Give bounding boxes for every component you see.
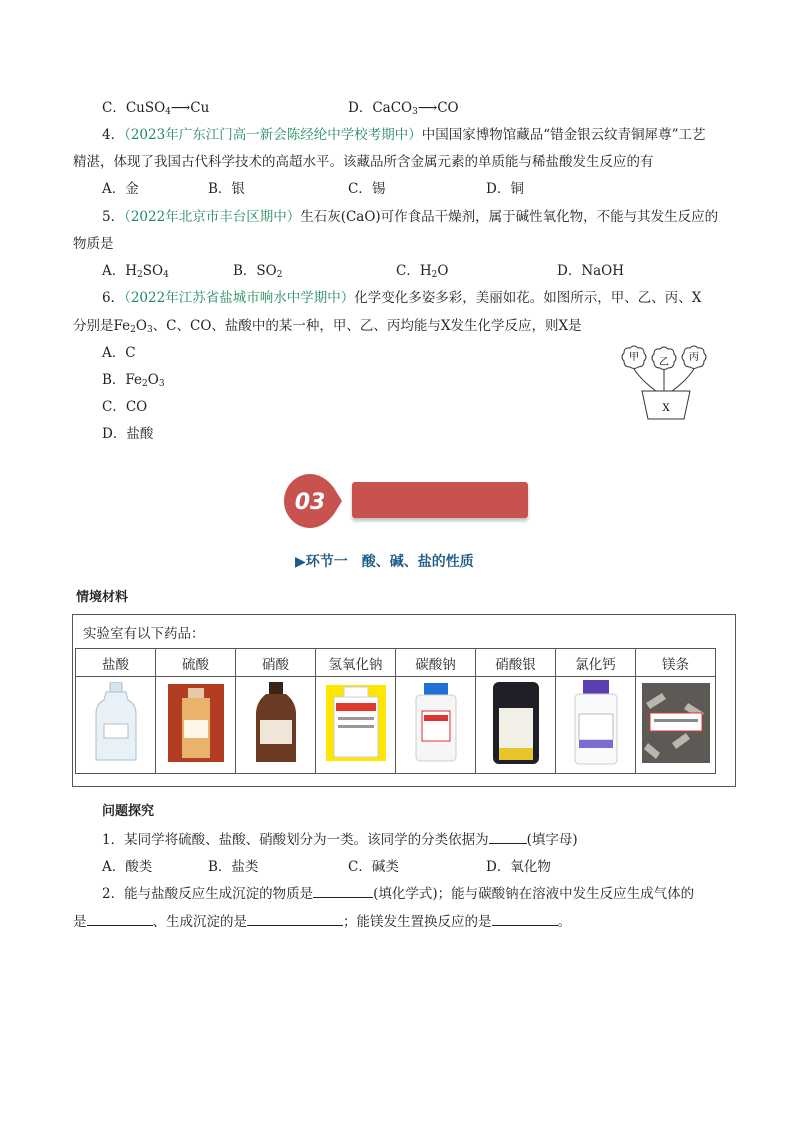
diagram-flower-jia: 甲 [629, 352, 639, 363]
q6-option-c: C．CO [102, 399, 148, 415]
q6-option-a: A．C [102, 345, 136, 361]
q4-option-c: C．锡 [348, 181, 386, 197]
chem-name: 氢氧化钠 [316, 649, 396, 677]
chem-photo-sodium-hydroxide [316, 677, 396, 774]
explore-q1-option-d: D．氧化物 [486, 859, 551, 875]
explore-q2: 2．能与盐酸反应生成沉淀的物质是 (填化学式)；能与碳酸钠在溶液中发生反应生成气体的 [102, 886, 695, 902]
q4-stem-2: 精湛，体现了我国古代科学技术的高超水平。该藏品所含金属元素的单质能与稀盐酸发生反应的有 [73, 154, 654, 170]
q6-option-b: B．$Fe_2O_3$ [102, 372, 165, 389]
chem-photo-sulfuric-acid [156, 677, 236, 774]
q5-option-d: D．NaOH [557, 263, 625, 279]
chem-name: 硝酸银 [476, 649, 556, 677]
q4-option-a: A．金 [102, 181, 139, 197]
chem-photo-nitric-acid [236, 677, 316, 774]
chem-photo-sodium-carbonate [396, 677, 476, 774]
section-badge [280, 472, 344, 530]
flower-pot-diagram [612, 345, 722, 427]
chem-name: 盐酸 [76, 649, 156, 677]
chem-photo-calcium-chloride [556, 677, 636, 774]
chem-name: 硝酸 [236, 649, 316, 677]
chem-photo-magnesium-strip [636, 677, 716, 774]
answer-blank[interactable] [87, 913, 153, 926]
answer-blank[interactable] [313, 885, 373, 898]
q5-source: （2022年北京市丰台区期中） [124, 209, 301, 225]
chem-name: 镁条 [636, 649, 716, 677]
diagram-flower-bing: 丙 [689, 352, 699, 363]
q6-option-d: D．盐酸 [102, 426, 154, 442]
explore-title: 问题探究 [102, 804, 155, 819]
chem-name: 硫酸 [156, 649, 236, 677]
chemical-table [75, 648, 716, 774]
chem-photo-silver-nitrate [476, 677, 556, 774]
explore-q2-line2: 是 、生成沉淀的是 ；能镁发生置换反应的是 。 [73, 914, 571, 930]
diagram-pot-x: X [662, 403, 670, 414]
chem-photo-hydrochloric-acid [76, 677, 156, 774]
answer-blank[interactable] [492, 913, 558, 926]
q6-stem: 6．（2022年江苏省盐城市响水中学期中）化学变化多姿多彩，美丽如花。如图所示，甲、乙、丙、X [102, 290, 702, 306]
q5-stem-2: 物质是 [73, 236, 114, 252]
chem-name: 碳酸钠 [396, 649, 476, 677]
explore-q1-option-b: B．盐类 [208, 859, 259, 875]
section-number: 03 [294, 490, 326, 515]
material-intro: 实验室有以下药品： [83, 626, 205, 642]
q5-option-b: B．$SO_2$ [233, 263, 283, 280]
q4-stem: 4．（2023年广东江门高一新会陈经纶中学校考期中）中国国家博物馆藏品“错金银云纹青铜犀尊”工艺 [102, 127, 706, 143]
q4-option-d: D．铜 [486, 181, 524, 197]
explore-q1: 1．某同学将硫酸、盐酸、硝酸划分为一类。该同学的分类依据为 (填字母) [102, 832, 578, 848]
chem-name: 氯化钙 [556, 649, 636, 677]
q3-option-d: D．CaCO$_3$⟶CO [348, 100, 459, 117]
diagram-flower-yi: 乙 [659, 357, 669, 368]
q4-source: （2023年广东江门高一新会陈经纶中学校考期中） [124, 127, 422, 143]
q5-option-a: A．$H_2SO_4$ [102, 263, 169, 280]
q6-stem-2: 分别是$Fe_2O_3$、C、CO、盐酸中的某一种，甲、乙、丙均能与X发生化学反应，则X是 [73, 318, 582, 335]
q6-source: （2022年江苏省盐城市响水中学期中） [124, 290, 355, 306]
material-box [72, 614, 736, 787]
material-title: 情境材料 [76, 590, 129, 605]
section-title-bar [352, 482, 528, 518]
q5-option-c: C．$H_2O$ [396, 263, 449, 280]
q4-option-b: B．银 [208, 181, 245, 197]
answer-blank[interactable] [489, 831, 527, 844]
q3-option-c: C．CuSO$_4$⟶Cu [102, 100, 210, 117]
explore-q1-option-c: C．碱类 [348, 859, 399, 875]
answer-blank[interactable] [247, 913, 343, 926]
q5-stem: 5．（2022年北京市丰台区期中）生石灰(CaO)可作食品干燥剂，属于碱性氧化物，不能与其发生反应的 [102, 209, 719, 225]
explore-q1-option-a: A．酸类 [102, 859, 153, 875]
section-subheading: ▶环节一 酸、碱、盐的性质 [295, 554, 474, 570]
